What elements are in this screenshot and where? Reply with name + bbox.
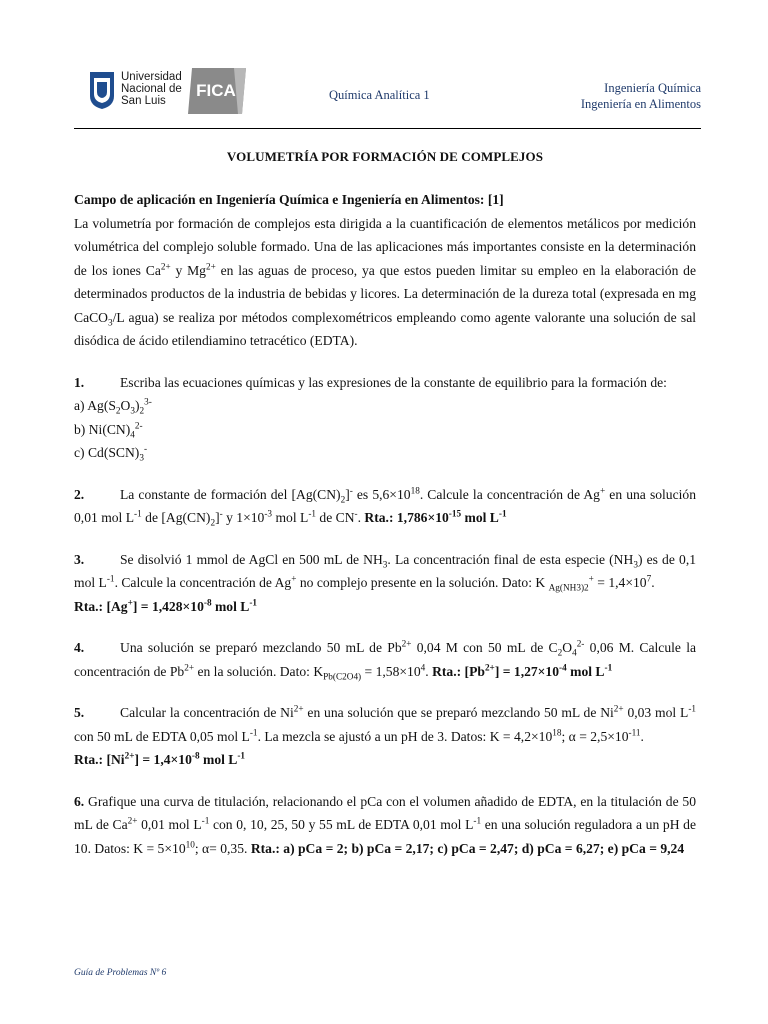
career-2: Ingeniería en Alimentos [580,97,701,111]
unsl-shield-icon [88,70,116,110]
answer: Rta.: $[Ag^+] = 1,428\times 10^{-8}$ mol $L^{-1}$ [74,596,258,614]
careers [581,80,701,112]
university-line-2: Nacional de [121,83,182,95]
question-4: 4. Una solución se preparó mezclando 50 mL de $Pb^{2+}$ 0,04 M con 50 mL de $C_2O_4^{2-}$ 0,06 M. Calcule la concentración de $Pb^{2+}$ en la solución. Dato: $K_{Pb(C2O4)} = 1,58\times 10^4$. Rta.: $[Pb^{2+}] = 1,27\times 10^{-4}$ mol $L^{-1}$ [74,636,696,683]
question-2: 2. La constante de formación del $[Ag(CN)_2]^-$ es $5,6\times 10^{18}$. Calcule la concentración de Ag+ en una solución 0,01 mol $L^{-1}$ de $[Ag(CN)_2]^-$ y $1\times 10^{-3}$ mol $L^{-1}$ de CN-. Rta.: $1,786\times 10^{-15}$ mol $L^{-1}$ [74,483,696,530]
question-1-c: c) $Cd(SCN)_3^-$ [74,443,148,463]
question-number: 6. [74,793,85,809]
university-line-1: Universidad [121,71,182,83]
course-name: Química Analítica 1 [329,88,430,102]
question-1-a: a) $Ag(S_2O_3)_2^{3-}$ [74,396,152,416]
answer: Rta.: $1,786\times 10^{-15}$ mol $L^{-1}$ [364,508,507,525]
question-1: 1. Escriba las ecuaciones químicas y las expresiones de la constante de equilibrio para la formación de: [74,371,696,395]
question-number: 4. [74,640,85,655]
document-body [74,188,696,860]
university-line-3: San Luis [121,95,166,107]
question-number: 1. [74,374,85,390]
unsl-logo [88,68,238,112]
fica-logo [188,68,246,114]
university-name [121,71,182,107]
question-5: 5. Calcular la concentración de $Ni^{2+}$ en una solución que se preparó mezclando 50 mL de $Ni^{2+}$ 0,03 mol $L^{-1}$ con 50 mL de EDTA 0,05 mol $L^{-1}$. La mezcla se ajustó a un pH de 3. Datos: $K = 4,2\times 10^{18}$; $\alpha = 2,5\times 10^{-11}$. Rta.: $[Ni^{2+}] = 1,4\times 10^{-8}$ mol $L^{-1}$ [74,701,696,772]
question-1-b: b) $Ni(CN)_4^{2-}$ [74,419,143,440]
question-3: 3. Se disolvió 1 mmol de AgCl en 500 mL de $NH_3$. La concentración final de esta especie $(NH_3)$ es de 0,1 mol $L^{-1}$. Calcule la concentración de Ag+ no complejo presente en la solución. Dato: K $_{Ag(NH3)2}^+ = 1,4\times 10^7$. Rta.: $[Ag^+] = 1,428\times 10^{-8}$ mol $L^{-1}$ [74,548,696,619]
fica-logo-text: FICA [196,81,236,100]
answer: Rta.: $[Ni^{2+}] = 1,4\times 10^{-8}$ mol $L^{-1}$ [74,750,246,767]
document-title: VOLUMETRÍA POR FORMACIÓN DE COMPLEJOS [226,149,544,164]
intro-paragraph: La volumetría por formación de complejos esta dirigida a la cuantificación de elementos metálicos por medición volumétrica del complejo soluble formado. Una de las aplicaciones más importantes consiste en la determinación de los iones $Ca^{2+}$ y $Mg^{2+}$ en las aguas de proceso, ya que estos pueden limitar su empleo en la elaboración de determinados productos de la industria de bebidas y licores. La determinación de la dureza total (expresada en mg CaCO$_3$/L agua) se realiza por métodos complexométricos empleando como agente valorante una solución de sal disódica de ácido etilendiamino tetracético (EDTA). [74,215,697,348]
question-number: 5. [74,705,85,720]
question-number: 3. [74,551,85,567]
page-footer: Guía de Problemas Nº 6 [74,968,167,978]
page-header [74,60,701,130]
career-1: Ingeniería Química [604,81,701,95]
header-divider [74,128,701,129]
question-number: 2. [74,486,85,502]
question-6: 6. Grafique una curva de titulación, relacionando el pCa con el volumen añadido de EDTA, en la titulación de 50 mL de $Ca^{2+}$ 0,01 mol $L^{-1}$ con 0, 10, 25, 50 y 55 mL de EDTA 0,01 mol $L^{-1}$ en una solución reguladora a un pH de 10. Datos: $K = 5\times 10^{10}$; α= 0,35. Rta.: a) pCa = 2; b) pCa = 2,17; c) pCa = 2,47; d) pCa = 6,27; e) pCa = 9,24 [74,793,696,856]
intro-heading-text: Campo de aplicación en Ingeniería Química e Ingeniería en Alimentos: [1] [74,192,504,207]
answer: Rta.: $[Pb^{2+}] = 1,27\times 10^{-4}$ mol $L^{-1}$ [432,661,613,679]
answer: Rta.: a) pCa = 2; b) pCa = 2,17; c) pCa = 2,47; d) pCa = 6,27; e) pCa = 9,24 [250,840,685,856]
intro-heading [74,188,696,212]
